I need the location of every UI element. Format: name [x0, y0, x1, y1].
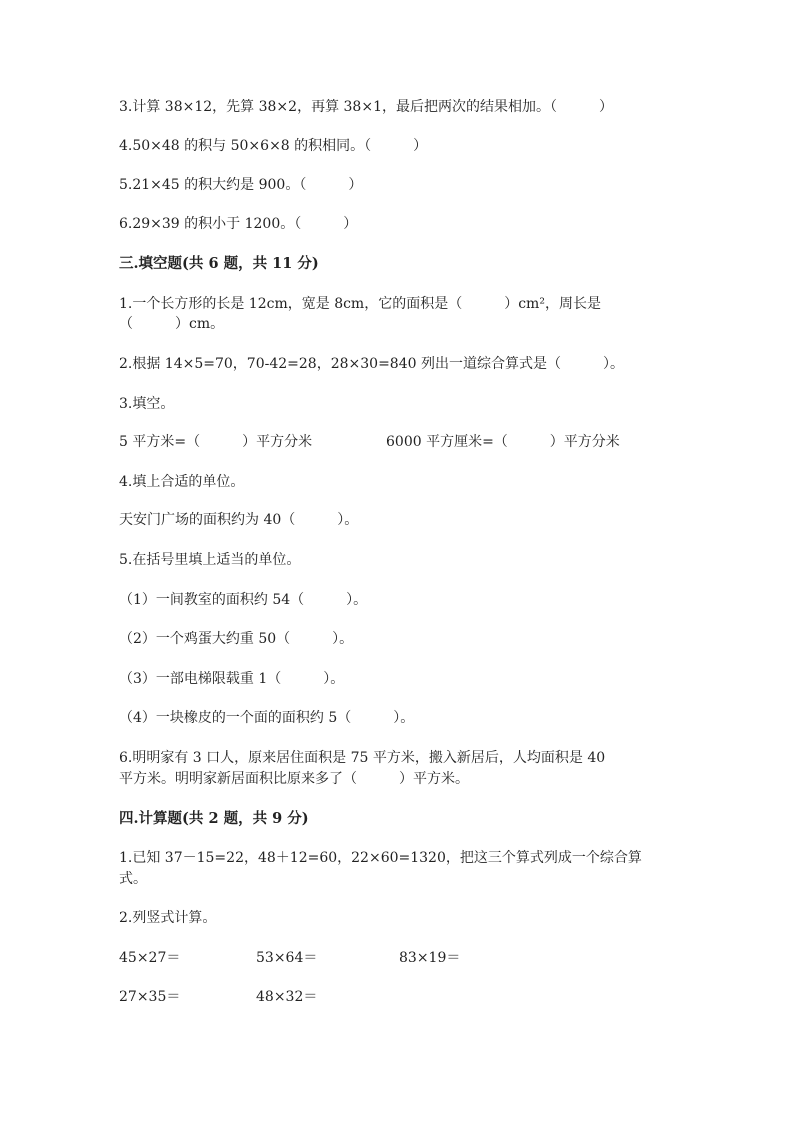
calc-expression: 53×64＝	[256, 950, 318, 966]
fill-question-5-item-2: （2）一个鸡蛋大约重 50（ ）。	[119, 631, 354, 647]
calc-question-2: 2.列竖式计算。	[119, 910, 217, 926]
true-false-question-5: 5.21×45 的积大约是 900。（ ）	[119, 177, 363, 193]
calc-expression: 48×32＝	[256, 989, 318, 1005]
fill-question-4: 4.填上合适的单位。	[119, 474, 245, 490]
fill-question-3-item-b: 6000 平方厘米=（ ）平方分米	[386, 434, 620, 450]
fill-question-5-item-1: （1）一间教室的面积约 54（ ）。	[119, 592, 368, 608]
fill-question-5-item-4: （4）一块橡皮的一个面的面积约 5（ ）。	[119, 710, 415, 726]
calc-question-1-line-1: 1.已知 37－15=22，48＋12=60，22×60=1320，把这三个算式列成一个综合算	[119, 850, 642, 866]
fill-question-4-item: 天安门广场的面积约为 40（ ）。	[119, 512, 359, 528]
true-false-question-6: 6.29×39 的积小于 1200。（ ）	[119, 216, 358, 232]
calc-question-1-line-2: 式。	[119, 871, 147, 887]
fill-question-3: 3.填空。	[119, 396, 175, 412]
fill-question-6-line-2: 平方米。明明家新居面积比原来多了（ ）平方米。	[119, 771, 469, 787]
fill-question-6-line-1: 6.明明家有 3 口人，原来居住面积是 75 平方米，搬入新居后，人均面积是 40	[119, 750, 606, 766]
calc-expression: 27×35＝	[119, 989, 181, 1005]
fill-question-2: 2.根据 14×5=70，70-42=28，28×30=840 列出一道综合算式是（ ）。	[119, 356, 624, 372]
fill-question-1-line-1: 1.一个长方形的长是 12cm，宽是 8cm，它的面积是（ ）cm²，周长是	[119, 296, 601, 312]
true-false-question-4: 4.50×48 的积与 50×6×8 的积相同。（ ）	[119, 138, 428, 154]
fill-question-5: 5.在括号里填上适当的单位。	[119, 552, 301, 568]
calc-expression: 83×19＝	[399, 950, 461, 966]
true-false-question-3: 3.计算 38×12，先算 38×2，再算 38×1，最后把两次的结果相加。（ ）	[119, 99, 613, 115]
section-heading-calculation: 四.计算题(共 2 题，共 9 分)	[119, 810, 309, 827]
section-heading-fill-in: 三.填空题(共 6 题，共 11 分)	[119, 255, 319, 272]
fill-question-3-item-a: 5 平方米=（ ）平方分米	[119, 434, 313, 450]
fill-question-5-item-3: （3）一部电梯限载重 1（ ）。	[119, 671, 345, 687]
fill-question-1-line-2: （ ）cm。	[119, 316, 225, 332]
calc-expression: 45×27＝	[119, 950, 181, 966]
